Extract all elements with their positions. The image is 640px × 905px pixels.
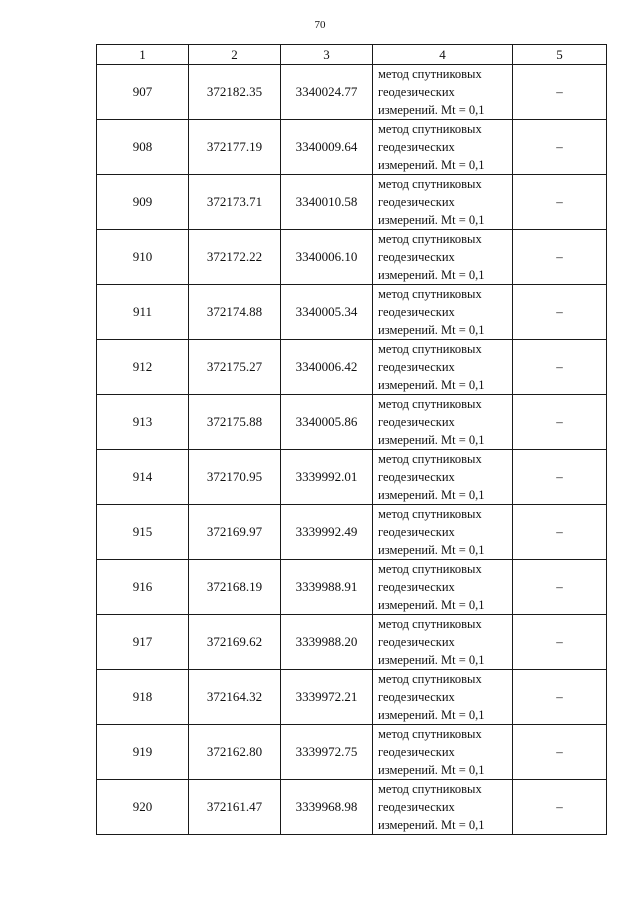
table-row	[97, 395, 607, 450]
y-coordinate-cell: 3339988.20	[281, 615, 373, 670]
method-cell	[373, 120, 513, 175]
method-cell	[373, 670, 513, 725]
method-cell	[373, 615, 513, 670]
table-row	[97, 505, 607, 560]
y-coordinate-cell: 3339992.01	[281, 450, 373, 505]
method-line-1: метод спутниковых	[378, 342, 482, 356]
method-line-2: геодезических	[378, 360, 455, 374]
note-cell: –	[513, 780, 607, 835]
method-line-3: измерений. Mt = 0,1	[378, 653, 485, 667]
x-coordinate-cell: 372170.95	[189, 450, 281, 505]
x-coordinate-cell: 372168.19	[189, 560, 281, 615]
method-cell	[373, 560, 513, 615]
x-coordinate-cell: 372161.47	[189, 780, 281, 835]
y-coordinate-cell: 3340024.77	[281, 65, 373, 120]
method-line-1: метод спутниковых	[378, 562, 482, 576]
y-coordinate-cell: 3340006.10	[281, 230, 373, 285]
method-line-3: измерений. Mt = 0,1	[378, 158, 485, 172]
method-line-2: геодезических	[378, 470, 455, 484]
method-line-2: геодезических	[378, 690, 455, 704]
method-line-1: метод спутниковых	[378, 672, 482, 686]
point-number-cell: 908	[97, 120, 189, 175]
method-line-3: измерений. Mt = 0,1	[378, 598, 485, 612]
method-line-3: измерений. Mt = 0,1	[378, 268, 485, 282]
method-cell	[373, 230, 513, 285]
y-coordinate-cell: 3340010.58	[281, 175, 373, 230]
note-cell: –	[513, 175, 607, 230]
method-line-1: метод спутниковых	[378, 452, 482, 466]
method-line-3: измерений. Mt = 0,1	[378, 543, 485, 557]
note-cell: –	[513, 65, 607, 120]
column-header-4: 4	[373, 45, 513, 65]
point-number-cell: 910	[97, 230, 189, 285]
method-line-1: метод спутниковых	[378, 397, 482, 411]
method-line-2: геодезических	[378, 745, 455, 759]
method-line-1: метод спутниковых	[378, 177, 482, 191]
table-row	[97, 615, 607, 670]
x-coordinate-cell: 372164.32	[189, 670, 281, 725]
method-cell	[373, 395, 513, 450]
method-line-3: измерений. Mt = 0,1	[378, 433, 485, 447]
y-coordinate-cell: 3339972.75	[281, 725, 373, 780]
table-row	[97, 780, 607, 835]
table-body	[97, 65, 607, 835]
x-coordinate-cell: 372177.19	[189, 120, 281, 175]
note-cell: –	[513, 120, 607, 175]
column-header-5: 5	[513, 45, 607, 65]
table-row	[97, 285, 607, 340]
note-cell: –	[513, 450, 607, 505]
y-coordinate-cell: 3339968.98	[281, 780, 373, 835]
column-header-1: 1	[97, 45, 189, 65]
table-row	[97, 450, 607, 505]
method-line-3: измерений. Mt = 0,1	[378, 103, 485, 117]
method-cell	[373, 725, 513, 780]
note-cell: –	[513, 725, 607, 780]
point-number-cell: 917	[97, 615, 189, 670]
point-number-cell: 912	[97, 340, 189, 395]
note-cell: –	[513, 670, 607, 725]
note-cell: –	[513, 340, 607, 395]
x-coordinate-cell: 372169.62	[189, 615, 281, 670]
y-coordinate-cell: 3339972.21	[281, 670, 373, 725]
table-header	[97, 45, 607, 65]
y-coordinate-cell: 3339988.91	[281, 560, 373, 615]
method-line-2: геодезических	[378, 250, 455, 264]
method-line-1: метод спутниковых	[378, 232, 482, 246]
method-cell	[373, 450, 513, 505]
page-number: 70	[314, 19, 326, 31]
method-line-1: метод спутниковых	[378, 122, 482, 136]
method-cell	[373, 340, 513, 395]
x-coordinate-cell: 372182.35	[189, 65, 281, 120]
point-number-cell: 915	[97, 505, 189, 560]
note-cell: –	[513, 230, 607, 285]
y-coordinate-cell: 3339992.49	[281, 505, 373, 560]
column-header-3: 3	[281, 45, 373, 65]
y-coordinate-cell: 3340005.86	[281, 395, 373, 450]
x-coordinate-cell: 372173.71	[189, 175, 281, 230]
point-number-cell: 911	[97, 285, 189, 340]
table-row	[97, 670, 607, 725]
table-row	[97, 120, 607, 175]
x-coordinate-cell: 372162.80	[189, 725, 281, 780]
method-line-1: метод спутниковых	[378, 287, 482, 301]
method-cell	[373, 175, 513, 230]
x-coordinate-cell: 372175.88	[189, 395, 281, 450]
table-row	[97, 230, 607, 285]
table-row	[97, 340, 607, 395]
point-number-cell: 918	[97, 670, 189, 725]
method-line-1: метод спутниковых	[378, 67, 482, 81]
method-line-3: измерений. Mt = 0,1	[378, 323, 485, 337]
method-cell	[373, 285, 513, 340]
point-number-cell: 914	[97, 450, 189, 505]
method-cell	[373, 780, 513, 835]
note-cell: –	[513, 505, 607, 560]
method-cell	[373, 505, 513, 560]
method-line-2: геодезических	[378, 635, 455, 649]
y-coordinate-cell: 3340006.42	[281, 340, 373, 395]
note-cell: –	[513, 395, 607, 450]
method-line-2: геодезических	[378, 415, 455, 429]
method-line-1: метод спутниковых	[378, 727, 482, 741]
method-line-2: геодезических	[378, 580, 455, 594]
method-line-1: метод спутниковых	[378, 507, 482, 521]
method-line-1: метод спутниковых	[378, 782, 482, 796]
point-number-cell: 919	[97, 725, 189, 780]
method-line-3: измерений. Mt = 0,1	[378, 763, 485, 777]
table-row	[97, 65, 607, 120]
note-cell: –	[513, 615, 607, 670]
method-cell	[373, 65, 513, 120]
method-line-3: измерений. Mt = 0,1	[378, 708, 485, 722]
method-line-1: метод спутниковых	[378, 617, 482, 631]
point-number-cell: 913	[97, 395, 189, 450]
x-coordinate-cell: 372175.27	[189, 340, 281, 395]
method-line-2: геодезических	[378, 195, 455, 209]
point-number-cell: 909	[97, 175, 189, 230]
method-line-3: измерений. Mt = 0,1	[378, 488, 485, 502]
method-line-2: геодезических	[378, 800, 455, 814]
table-row	[97, 560, 607, 615]
y-coordinate-cell: 3340005.34	[281, 285, 373, 340]
point-number-cell: 916	[97, 560, 189, 615]
method-line-3: измерений. Mt = 0,1	[378, 378, 485, 392]
header-row	[97, 45, 607, 65]
x-coordinate-cell: 372169.97	[189, 505, 281, 560]
method-line-3: измерений. Mt = 0,1	[378, 213, 485, 227]
point-number-cell: 920	[97, 780, 189, 835]
x-coordinate-cell: 372172.22	[189, 230, 281, 285]
method-line-2: геодезических	[378, 305, 455, 319]
x-coordinate-cell: 372174.88	[189, 285, 281, 340]
note-cell: –	[513, 285, 607, 340]
column-header-2: 2	[189, 45, 281, 65]
table-row	[97, 725, 607, 780]
coordinates-table	[96, 44, 607, 835]
method-line-2: геодезических	[378, 140, 455, 154]
y-coordinate-cell: 3340009.64	[281, 120, 373, 175]
method-line-2: геодезических	[378, 525, 455, 539]
point-number-cell: 907	[97, 65, 189, 120]
method-line-2: геодезических	[378, 85, 455, 99]
method-line-3: измерений. Mt = 0,1	[378, 818, 485, 832]
note-cell: –	[513, 560, 607, 615]
table-row	[97, 175, 607, 230]
